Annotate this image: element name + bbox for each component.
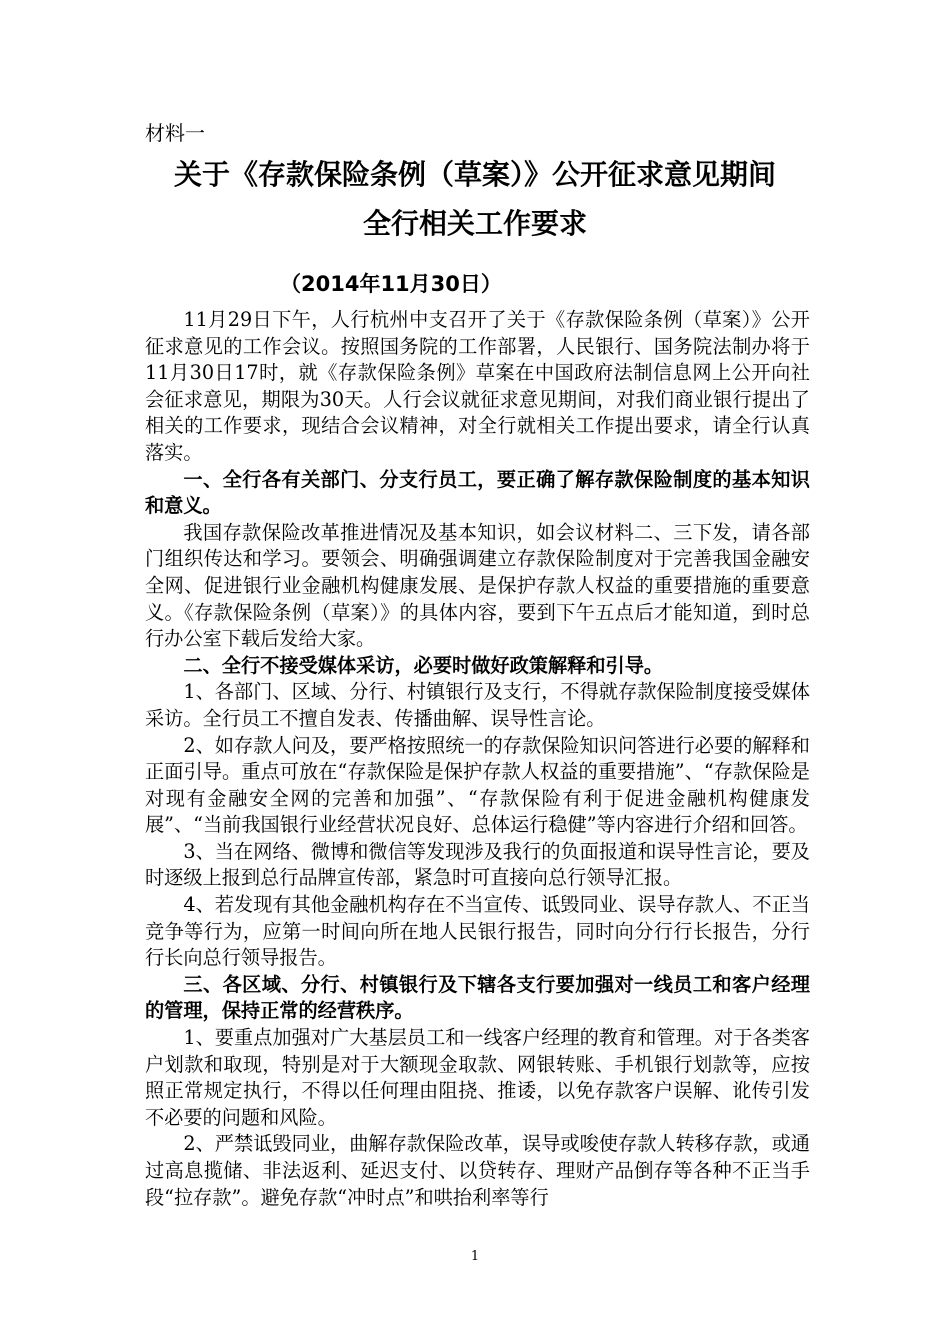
section-3-item-1: 1、要重点加强对广大基层员工和一线客户经理的教育和管理。对于各类客户划款和取现，特别是对于大额现金取款、网银转账、手机银行划款等，应按照正常规定执行，不得以任何理由阻挠、推诿，以免存款客户误解、讹传引发不必要的问题和风险。 bbox=[145, 1026, 810, 1129]
intro-paragraph: 11月29日下午，人行杭州中支召开了关于《存款保险条例（草案）》公开征求意见的工作会议。按照国务院的工作部署，人民银行、国务院法制办将于11月30日17时，就《存款保险条例》草案在中国政府法制信息网上公开向社会征求意见，期限为30天。人行会议就征求意见期间，对我们商业银行提出了相关的工作要求，现结合会议精神，对全行就相关工作提出要求，请全行认真落实。 bbox=[145, 308, 810, 464]
document-title-line-2: 全行相关工作要求 bbox=[362, 207, 587, 240]
document-title-line-1: 关于《存款保险条例（草案）》公开征求意见期间 bbox=[173, 158, 776, 191]
section-heading-1: 一、全行各有关部门、分支行员工，要正确了解存款保险制度的基本知识和意义。 bbox=[145, 467, 810, 518]
section-2-item-1: 1、各部门、区域、分行、村镇银行及支行，不得就存款保险制度接受媒体采访。全行员工不擅自发表、传播曲解、误导性言论。 bbox=[145, 680, 810, 730]
page-number: 1 bbox=[470, 1249, 480, 1264]
section-3-item-2: 2、严禁诋毁同业，曲解存款保险改革，误导或唆使存款人转移存款，或通过高息揽储、非法返利、延迟支付、以贷转存、理财产品倒存等各种不正当手段“拉存款”。避免存款“冲时点”和哄抬利率等行 bbox=[145, 1132, 810, 1209]
section-heading-2: 二、全行不接受媒体采访，必要时做好政策解释和引导。 bbox=[183, 653, 664, 677]
section-heading-3: 三、各区域、分行、村镇银行及下辖各支行要加强对一线员工和客户经理的管理，保持正常的经营秩序。 bbox=[145, 972, 810, 1023]
section-2-item-3: 3、当在网络、微博和微信等发现涉及我行的负面报道和误导性言论，要及时逐级上报到总行品牌宣传部，紧急时可直接向总行领导汇报。 bbox=[145, 839, 810, 890]
section-1-paragraph: 我国存款保险改革推进情况及基本知识，如会议材料二、三下发，请各部门组织传达和学习。要领会、明确强调建立存款保险制度对于完善我国金融安全网、促进银行业金融机构健康发展、是保护存款人权益的重要措施的重要意义。《存款保险条例（草案）》的具体内容，要到下午五点后才能知道，到时总行办公室下载后发给大家。 bbox=[145, 520, 810, 651]
material-label: 材料一 bbox=[145, 121, 205, 145]
section-2-item-4: 4、若发现有其他金融机构存在不当宣传、诋毁同业、误导存款人、不正当竞争等行为，应第一时间向所在地人民银行报告，同时向分行行长报告，分行行长向总行领导报告。 bbox=[145, 893, 810, 970]
document-body bbox=[145, 307, 810, 1211]
section-2-item-2: 2、如存款人问及，要严格按照统一的存款保险知识问答进行必要的解释和正面引导。重点可放在“存款保险是保护存款人权益的重要措施”、“存款保险是对现有金融安全网的完善和加强”、“存款保险有利于促进金融机构健康发展”、“当前我国银行业经营状况良好、总体运行稳健”等内容进行介绍和回答。 bbox=[145, 733, 810, 837]
document-date: （2014年11月30日） bbox=[280, 272, 502, 296]
